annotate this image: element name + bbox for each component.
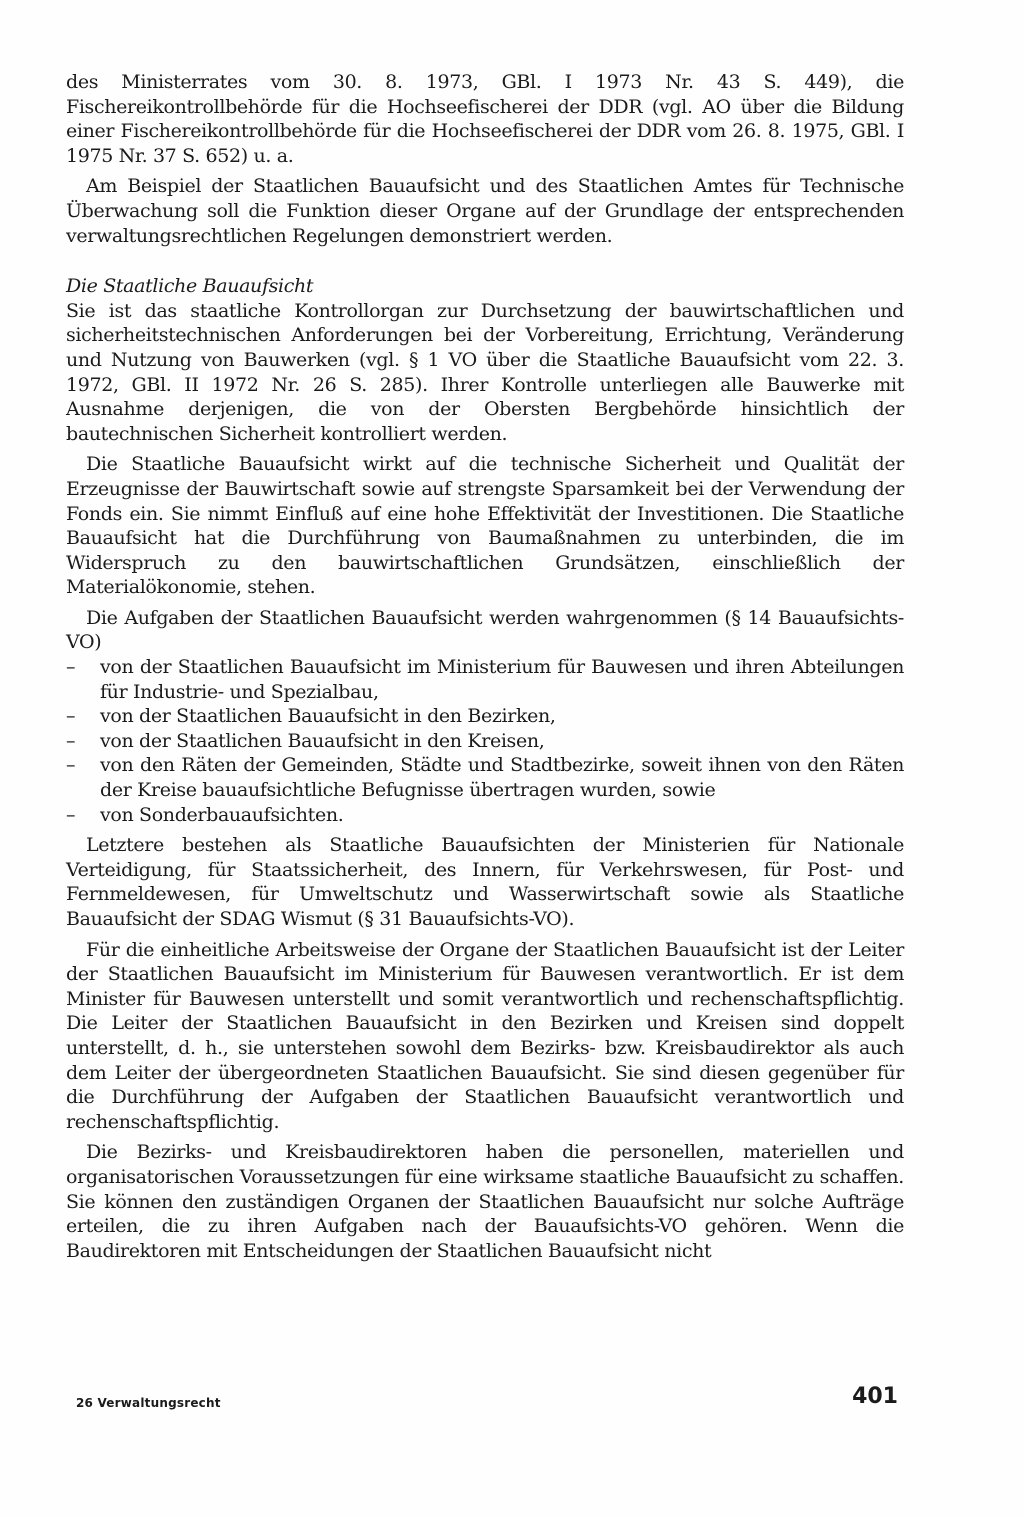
section-heading: Die Staatliche Bauaufsicht <box>66 275 314 298</box>
paragraph-after-2: Für die einheitliche Arbeitsweise der Organe der Staatlichen Bauaufsicht ist der Leiter der Staatlichen Bauaufsicht im Ministerium für Bauwesen verantwortlich. Er ist dem Minister für Bauwesen unterstellt und somit verantwortlich und rechenschaftspflichtig. Die Leiter der Staatlichen Bauaufsicht in den Bezirken und Kreisen sind doppelt unterstellt, d. h., sie unterstehen sowohl dem Bezirks- bzw. Kreisbaudirektor als auch dem Leiter der übergeordneten Staatlichen Bauaufsicht. Sie sind diesen gegenüber für die Durchführung der Aufgaben der Staatlichen Bauaufsicht verantwortlich und rechenschaftspflichtig. <box>66 938 904 1133</box>
paragraph-after-3: Die Bezirks- und Kreisbaudirektoren haben die personellen, materiellen und organisatorischen Voraussetzungen für eine wirksame staatliche Bauaufsicht zu schaffen. Sie können den zuständigen Organen der Staatlichen Bauaufsicht nur solche Aufträge erteilen, die zu ihren Aufgaben nach der Bauaufsichts-VO gehören. Wenn die Baudirektoren mit Entscheidungen der Staatlichen Bauaufsicht nicht <box>66 1141 904 1262</box>
list-dash: – <box>66 656 76 679</box>
list-item-text: von der Staatlichen Bauaufsicht in den Bezirken, <box>100 705 556 728</box>
page-footer <box>76 1380 904 1420</box>
list-item-text: von der Staatlichen Bauaufsicht im Ministerium für Bauwesen und ihren Abteilungen für Industrie- und Spezialbau, <box>100 656 904 703</box>
list-item-text: von der Staatlichen Bauaufsicht in den Kreisen, <box>100 729 545 752</box>
list-dash: – <box>66 729 76 752</box>
list-item-text: von Sonderbauaufsichten. <box>100 803 344 826</box>
list-item <box>66 803 904 828</box>
page-number: 401 <box>852 1384 898 1409</box>
paragraph-intro-1: des Ministerrates vom 30. 8. 1973, GBl. I 1973 Nr. 43 S. 449), die Fischereikontrollbehörde für die Hochseefischerei der DDR (vgl. AO über die Bildung einer Fischereikontrollbehörde für die Hochseefischerei der DDR vom 26. 8. 1975, GBl. I 1975 Nr. 37 S. 652) u. a. <box>66 71 904 167</box>
list-item <box>66 729 904 754</box>
signature-mark: 26 Verwaltungsrecht <box>76 1396 221 1410</box>
paragraph-section-1: Sie ist das staatliche Kontrollorgan zur Durchsetzung der bauwirtschaftlichen und sicherheitstechnischen Anforderungen bei der Vorbereitung, Errichtung, Veränderung und Nutzung von Bauwerken (vgl. § 1 VO über die Staatliche Bauaufsicht vom 22. 3. 1972, GBl. II 1972 Nr. 26 S. 285). Ihrer Kontrolle unterliegen alle Bauwerke mit Ausnahme derjenigen, die von der Obersten Bergbehörde hinsichtlich der bautechnischen Sicherheit kontrolliert werden. <box>66 299 904 445</box>
paragraph-section-2: Die Staatliche Bauaufsicht wirkt auf die technische Sicherheit und Qualität der Erzeugnisse der Bauwirtschaft sowie auf strengste Sparsamkeit bei der Verwendung der Fonds ein. Sie nimmt Einfluß auf eine hohe Effektivität der Investitionen. Die Staatliche Bauaufsicht hat die Durchführung von Baumaßnahmen zu unterbinden, die im Widerspruch zu den bauwirtschaftlichen Grundsätzen, einschließlich der Materialökonomie, stehen. <box>66 453 904 599</box>
list-dash: – <box>66 705 76 728</box>
paragraph-intro-2: Am Beispiel der Staatlichen Bauaufsicht und des Staatlichen Amtes für Technische Überwachung soll die Funktion dieser Organe auf der Grundlage der entsprechenden verwaltungsrechtlichen Regelungen demonstriert werden. <box>66 175 904 247</box>
paragraph-section-3: Die Aufgaben der Staatlichen Bauaufsicht werden wahrgenommen (§ 14 Bauaufsichts-VO) <box>66 606 904 654</box>
list-item <box>66 655 904 704</box>
list-item <box>66 753 904 802</box>
list-item <box>66 704 904 729</box>
list-item-text: von den Räten der Gemeinden, Städte und Stadtbezirke, soweit ihnen von den Räten der Kreise bauaufsichtliche Befugnisse übertragen wurden, sowie <box>100 754 904 802</box>
paragraph-after-1: Letztere bestehen als Staatliche Bauaufsichten der Ministerien für Nationale Verteidigung, für Staatssicherheit, des Innern, für Verkehrswesen, für Post- und Fernmeldewesen, für Umweltschutz und Wasserwirtschaft sowie als Staatliche Bauaufsicht der SDAG Wismut (§ 31 Bauaufsichts-VO). <box>66 834 904 930</box>
list-dash: – <box>66 754 76 777</box>
authority-list <box>66 655 904 827</box>
page-body <box>66 70 904 1269</box>
list-dash: – <box>66 803 76 826</box>
